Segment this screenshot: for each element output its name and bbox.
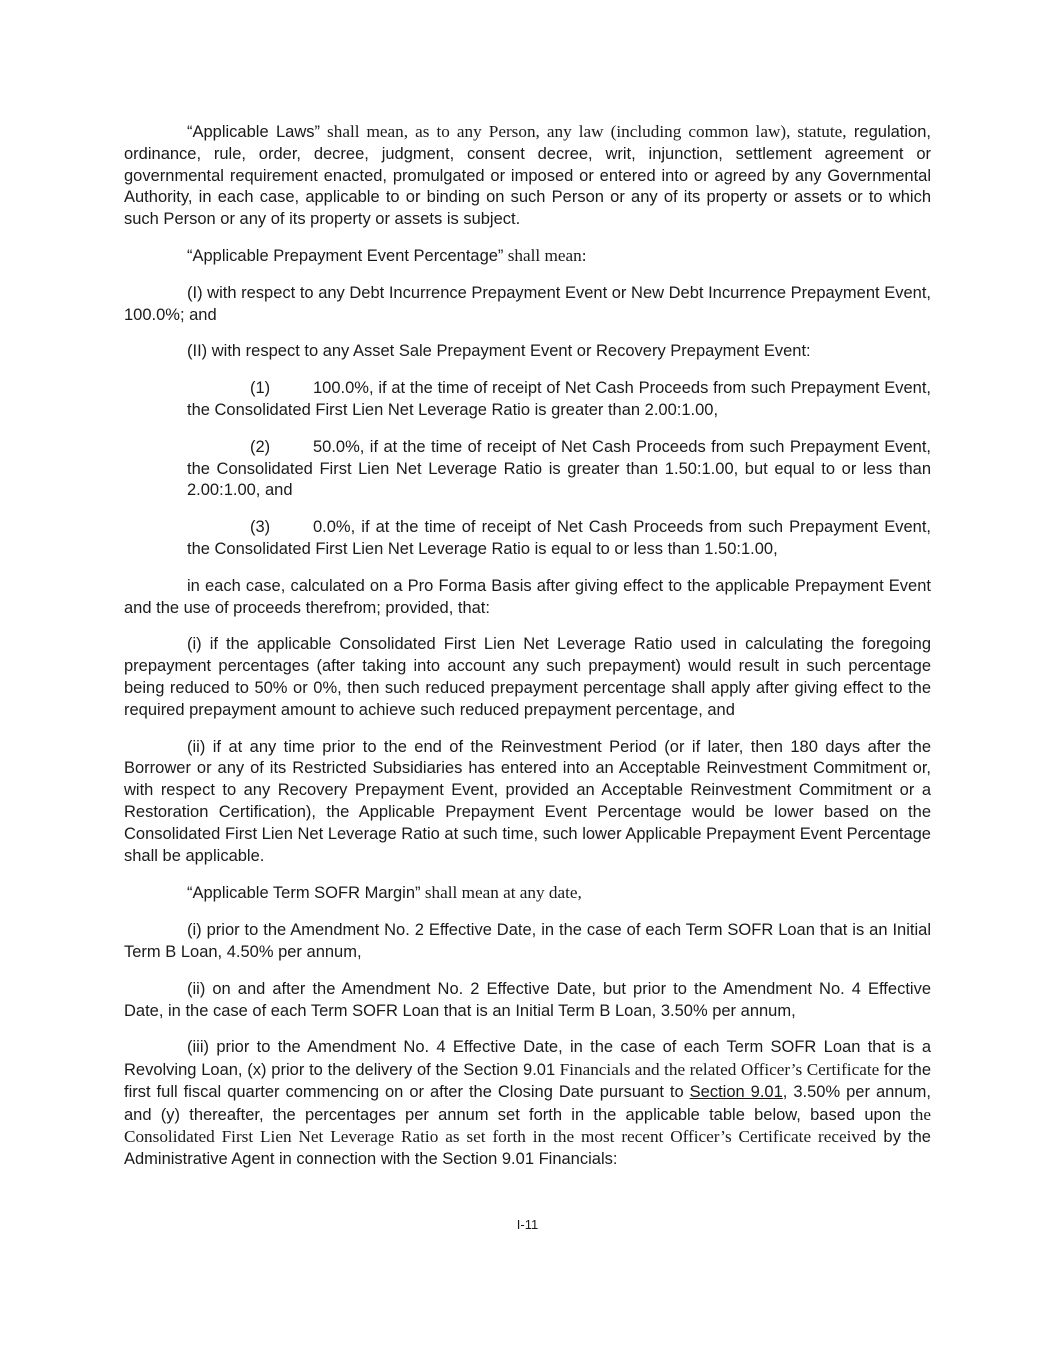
definition-applicable-term-sofr-margin [124, 882, 931, 905]
section-reference-link: Section 9.01 [689, 1082, 783, 1101]
clause-II: (II) with respect to any Asset Sale Prepayment Event or Recovery Prepayment Event: [187, 342, 811, 361]
defined-term: “Applicable Prepayment Event Percentage” [187, 246, 504, 265]
sofr-clause-iii [124, 1037, 931, 1171]
definition-applicable-laws [124, 121, 931, 231]
sofr-iii-part-f: by the Administrative Agent in connection with the Section 9.01 Financials: [124, 1128, 931, 1169]
definition-applicable-prepayment-event-percentage [124, 245, 931, 268]
sofr-clause-i: (i) prior to the Amendment No. 2 Effective Date, in the case of each Term SOFR Loan that is an Initial Term B Loan, 4.50% per annum, [124, 921, 931, 961]
document-page [124, 121, 931, 1186]
definition-body: regulation, ordinance, rule, order, decree, judgment, consent decree, writ, injunction, settlement agreement or governmental requirement enacted, promulgated or imposed or entered into or agreed by any Governmental Authority, in each case, applicable to or binding on such Person or any of its property or assets or to which such Person or any of its property or assets is subject. [124, 123, 931, 229]
sub-clause-number: (1) [250, 379, 271, 398]
sub-clause-number: (2) [250, 437, 271, 456]
definition-lead: shall mean at any date, [420, 883, 582, 903]
defined-term: “Applicable Term SOFR Margin” [187, 884, 421, 903]
in-each-case-paragraph: in each case, calculated on a Pro Forma Basis after giving effect to the applicable Prepayment Event and the use of proceeds therefrom; provided, that: [124, 576, 931, 617]
sofr-iii-part-a: (iii) prior to the Amendment No. 4 Effective Date, in the case of each Term SOFR Loan that is a Revolving Loan, (x) prior to the delivery of the Section 9.01 [124, 1038, 931, 1080]
sub-clause-text: 100.0%, if at the time of receipt of Net Cash Proceeds from such Prepayment Event, the Consolidated First Lien Net Leverage Ratio is greater than 2.00:1.00, [187, 379, 931, 419]
definition-lead: shall mean: [503, 245, 587, 265]
sofr-iii-part-e: the Consolidated First Lien Net Leverage Ratio as set forth in the most recent Officer’s Certificate received [124, 1104, 931, 1147]
sub-clause-2 [187, 437, 931, 502]
sofr-clause-ii: (ii) on and after the Amendment No. 2 Effective Date, but prior to the Amendment No. 4 Effective Date, in the case of each Term SOFR Loan that is an Initial Term B Loan, 3.50% per annum, [124, 979, 931, 1020]
proviso-i: (i) if the applicable Consolidated First Lien Net Leverage Ratio used in calculating the foregoing prepayment percentages (after taking into account any such prepayment) would result in such percentage being reduced to 50% or 0%, then such reduced prepayment percentage shall apply after giving effect to the required prepayment amount to achieve such reduced prepayment percentage, and [124, 635, 931, 719]
sub-clause-number: (3) [250, 518, 271, 537]
sub-clause-3 [187, 517, 931, 561]
proviso-ii: (ii) if at any time prior to the end of the Reinvestment Period (or if later, then 180 days after the Borrower or any of its Restricted Subsidiaries has entered into an Acceptable Reinvestment Commitment or, with respect to any Recovery Prepayment Event, provided an Acceptable Reinvestment Commitment or a Restoration Certification), the Applicable Prepayment Event Percentage would be lower based on the Consolidated First Lien Net Leverage Ratio at such time, such lower Applicable Prepayment Event Percentage shall be applicable. [124, 737, 931, 865]
sub-clause-text: 50.0%, if at the time of receipt of Net Cash Proceeds from such Prepayment Event, the Consolidated First Lien Net Leverage Ratio is greater than 1.50:1.00, but equal to or less than 2.00:1.00, and [187, 437, 931, 500]
definition-lead: shall mean, as to any Person, any law (including common law), statute, [319, 122, 847, 141]
clause-I: (I) with respect to any Debt Incurrence Prepayment Event or New Debt Incurrence Prepayment Event, 100.0%; and [124, 283, 931, 324]
defined-term: “Applicable Laws” [187, 123, 320, 141]
sofr-iii-part-d: , 3.50% per annum, and (y) thereafter, the percentages per annum set forth in the applicable table below, based upon [124, 1082, 931, 1124]
sofr-iii-part-b: Financials and the related Officer’s Certificate [555, 1060, 880, 1080]
sub-clause-1 [187, 378, 931, 422]
page-number: I-11 [516, 1217, 539, 1232]
sofr-iii-part-c: for the first full fiscal quarter commencing on or after the Closing Date pursuant to [124, 1061, 931, 1101]
sub-clause-text: 0.0%, if at the time of receipt of Net Cash Proceeds from such Prepayment Event, the Consolidated First Lien Net Leverage Ratio is equal to or less than 1.50:1.00, [187, 518, 931, 558]
